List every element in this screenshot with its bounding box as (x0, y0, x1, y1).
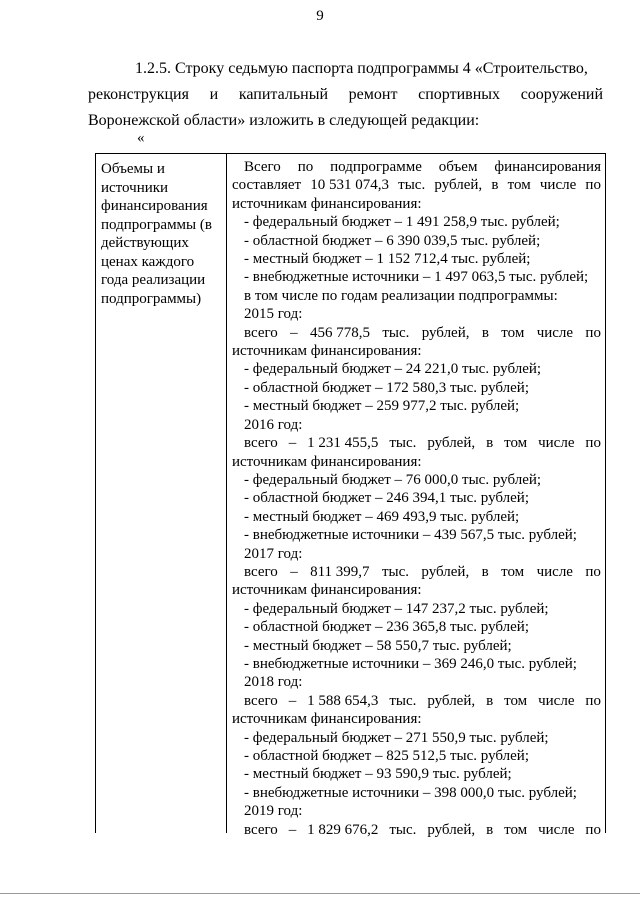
intro-rest: реконструкция и капитальный ремонт спортивных сооружений Воронежской области» изложить в следующей редакции: (88, 86, 603, 129)
year-total-word: том (504, 692, 528, 709)
source-item: - областной бюджет – 172 580,3 тыс. рублей; (244, 379, 529, 396)
source-item: - федеральный бюджет – 24 221,0 тыс. рублей; (244, 361, 542, 378)
label-line: подпрограммы) (101, 290, 202, 307)
year-total-word: тыс. (389, 435, 417, 452)
year-sources-line: источникам финансирования: (232, 343, 422, 360)
year-total-word: 1 829 676,2 (307, 821, 379, 838)
year-total-word: по (585, 821, 601, 838)
years-list (232, 305, 601, 839)
year-total-line (232, 434, 601, 452)
page-bottom-rule (0, 893, 640, 894)
year-label: 2018 год: (244, 674, 303, 691)
source-item: - местный бюджет – 259 977,2 тыс. рублей; (244, 398, 520, 415)
source-item: - федеральный бюджет – 1 491 258,9 тыс. рублей; (244, 214, 560, 231)
year-label: 2015 год: (244, 306, 303, 323)
source-item: - федеральный бюджет – 271 550,9 тыс. рублей; (244, 729, 549, 746)
year-label: 2017 год: (244, 545, 303, 562)
source-item: - местный бюджет – 1 152 712,4 тыс. рублей; (244, 251, 531, 268)
total-word: том (507, 177, 531, 194)
year-sources-line: источникам финансирования: (232, 453, 422, 470)
label-line: ценах каждого (101, 253, 195, 270)
year-total-word: рублей, (421, 324, 470, 341)
by-year-intro: в том числе по годам реализации подпрограммы: (244, 287, 558, 304)
year-total-word: 456 778,5 (309, 324, 370, 341)
year-total-word: всего (244, 324, 278, 341)
label-line: источники (101, 179, 169, 196)
total-line-2 (232, 176, 601, 194)
year-total-word: рублей, (427, 821, 476, 838)
intro-first-line: 1.2.5. Строку седьмую паспорта подпрограммы 4 «Строительство, (135, 60, 588, 77)
year-sources-line: источникам финансирования: (232, 582, 422, 599)
total-word: финансирования (494, 159, 601, 175)
intro-paragraph (88, 56, 603, 134)
source-item: - внебюджетные источники – 1 497 063,5 тыс. рублей; (244, 269, 589, 286)
year-total-word: числе (538, 435, 575, 452)
year-total-word: рублей, (427, 692, 476, 709)
year-total-word: тыс. (381, 563, 409, 580)
year-total-word: числе (538, 821, 575, 838)
total-word: по (297, 159, 314, 175)
year-total-line (232, 324, 601, 342)
year-total-line (232, 692, 601, 710)
open-quote: « (137, 130, 145, 146)
year-total-word: том (504, 821, 528, 838)
year-total-word: в (481, 324, 489, 341)
year-total-word: 1 588 654,3 (307, 692, 379, 709)
year-total-word: числе (538, 692, 575, 709)
year-total-line (232, 821, 601, 839)
year-total-word: – (288, 435, 297, 452)
year-total-word: тыс. (389, 692, 417, 709)
financing-table (95, 153, 606, 838)
source-item: - местный бюджет – 469 493,9 тыс. рублей; (244, 508, 520, 525)
total-word: числе (539, 177, 577, 194)
year-total-word: по (585, 435, 601, 452)
total-word: Всего (244, 159, 281, 175)
source-item: - областной бюджет – 246 394,1 тыс. рублей; (244, 490, 529, 507)
source-item: - местный бюджет – 58 550,7 тыс. рублей; (244, 637, 512, 654)
source-item: - внебюджетные источники – 398 000,0 тыс. рублей; (244, 784, 577, 801)
year-total-line (232, 563, 601, 581)
year-total-word: – (288, 821, 297, 838)
total-word: объем (438, 159, 478, 175)
year-total-word: 1 231 455,5 (307, 435, 379, 452)
year-total-word: том (501, 324, 525, 341)
table-label-cell (96, 154, 227, 833)
year-total-word: тыс. (389, 821, 417, 838)
year-label: 2016 год: (244, 416, 303, 433)
year-total-word: числе (536, 563, 573, 580)
total-word: по (585, 177, 601, 194)
year-total-word: числе (536, 324, 574, 341)
label-line: финансирования (101, 198, 208, 214)
total-line-1 (232, 158, 601, 176)
year-total-word: в (486, 692, 494, 709)
total-word: в (491, 177, 499, 194)
year-total-word: 811 399,7 (310, 563, 370, 580)
source-item: - внебюджетные источники – 369 246,0 тыс. рублей; (244, 655, 577, 672)
year-total-word: всего (244, 692, 278, 709)
year-total-word: по (585, 692, 601, 709)
year-total-word: – (290, 324, 298, 341)
total-sources-line: источникам финансирования: (232, 195, 422, 212)
year-total-word: в (486, 821, 494, 838)
year-total-word: том (501, 563, 525, 580)
year-total-word: всего (244, 435, 278, 452)
table-value-cell (227, 154, 605, 838)
year-total-word: в (486, 435, 494, 452)
total-items (232, 213, 601, 287)
year-total-word: – (290, 563, 298, 580)
year-total-word: рублей, (427, 435, 476, 452)
label-line: действующих (101, 235, 189, 251)
year-total-word: – (288, 692, 297, 709)
source-item: - федеральный бюджет – 147 237,2 тыс. рублей; (244, 600, 549, 617)
source-item: - областной бюджет – 6 390 039,5 тыс. рублей; (244, 232, 541, 249)
year-total-word: в (481, 563, 489, 580)
source-item: - внебюджетные источники – 439 567,5 тыс. рублей; (244, 527, 577, 544)
source-item: - местный бюджет – 93 590,9 тыс. рублей; (244, 766, 512, 783)
year-total-word: всего (244, 563, 278, 580)
year-label: 2019 год: (244, 803, 303, 820)
year-total-word: по (585, 563, 601, 580)
total-word: подпрограмме (330, 159, 422, 175)
label-line: года реализации (101, 272, 206, 288)
label-line: подпрограммы (в (101, 216, 212, 233)
year-total-word: тыс. (382, 324, 410, 341)
total-word: рублей, (434, 177, 483, 194)
year-total-word: рублей, (421, 563, 470, 580)
source-item: - федеральный бюджет – 76 000,0 тыс. рублей; (244, 471, 542, 488)
source-item: - областной бюджет – 825 512,5 тыс. рублей; (244, 748, 529, 764)
total-word: составляет (232, 177, 302, 194)
year-sources-line: источникам финансирования: (232, 711, 422, 728)
year-total-word: всего (244, 821, 278, 838)
total-word: 10 531 074,3 (310, 177, 389, 194)
year-total-word: по (585, 324, 601, 341)
page-number: 9 (316, 8, 324, 24)
year-total-word: том (504, 435, 528, 452)
total-word: тыс. (398, 177, 426, 194)
source-item: - областной бюджет – 236 365,8 тыс. рублей; (244, 619, 529, 636)
label-line: Объемы и (101, 161, 165, 177)
